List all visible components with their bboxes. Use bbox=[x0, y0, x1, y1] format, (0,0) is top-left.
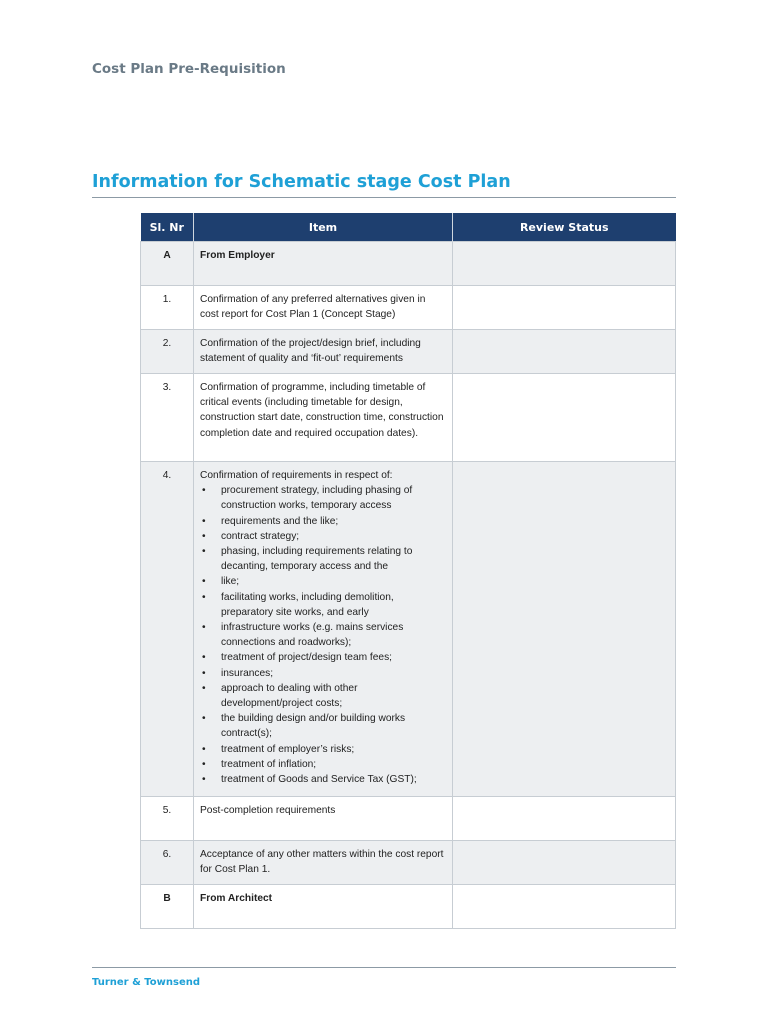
bullet-item: • the building design and/or building works contract(s); bbox=[200, 711, 446, 741]
requirements-table bbox=[140, 213, 676, 929]
requirements-bullet-list bbox=[200, 483, 446, 787]
table-row bbox=[141, 462, 676, 797]
bullet-item: • infrastructure works (e.g. mains services connections and roadworks); bbox=[200, 620, 446, 650]
bullet-item: • treatment of inflation; bbox=[200, 757, 446, 772]
section-title: Information for Schematic stage Cost Plan bbox=[92, 172, 511, 192]
table-row bbox=[141, 330, 676, 374]
row-item-text: Confirmation of programme, including timetable of critical events (including timetable for design, construction start date, construction time, construction completion date and required occupation dates). bbox=[194, 374, 453, 462]
section-row-employer bbox=[141, 242, 676, 286]
section-label: From Employer bbox=[194, 242, 453, 286]
row-item-text: Acceptance of any other matters within the cost report for Cost Plan 1. bbox=[194, 841, 453, 885]
column-header-number: Sl. Nr bbox=[141, 213, 194, 242]
review-status-cell bbox=[453, 286, 676, 330]
bullet-item: • treatment of Goods and Service Tax (GST); bbox=[200, 772, 446, 787]
review-status-cell bbox=[453, 797, 676, 841]
bullet-item: • insurances; bbox=[200, 666, 446, 681]
column-header-review-status: Review Status bbox=[453, 213, 676, 242]
row-number: 1. bbox=[141, 286, 194, 330]
row-number: 6. bbox=[141, 841, 194, 885]
column-header-item: Item bbox=[194, 213, 453, 242]
bullet-item: • treatment of employer’s risks; bbox=[200, 742, 446, 757]
footer-divider bbox=[92, 967, 676, 968]
row-number: 3. bbox=[141, 374, 194, 462]
review-status-cell bbox=[453, 841, 676, 885]
section-divider bbox=[92, 197, 676, 198]
footer-company-name: Turner & Townsend bbox=[92, 977, 201, 988]
bullet-item: • requirements and the like; bbox=[200, 514, 446, 529]
review-status-cell bbox=[453, 462, 676, 797]
bullet-item: • treatment of project/design team fees; bbox=[200, 650, 446, 665]
table-header-row bbox=[141, 213, 676, 242]
table-row bbox=[141, 797, 676, 841]
section-label: From Architect bbox=[194, 885, 453, 929]
bullet-item: • phasing, including requirements relating to decanting, temporary access and the bbox=[200, 544, 446, 574]
row-item-text: Confirmation of the project/design brief, including statement of quality and ‘fit-out’ requirements bbox=[194, 330, 453, 374]
review-status-cell bbox=[453, 374, 676, 462]
bullet-item: • procurement strategy, including phasing of construction works, temporary access bbox=[200, 483, 446, 513]
row-number: 2. bbox=[141, 330, 194, 374]
section-row-architect bbox=[141, 885, 676, 929]
row-number: A bbox=[141, 242, 194, 286]
review-status-cell bbox=[453, 242, 676, 286]
row-item-text: Confirmation of any preferred alternatives given in cost report for Cost Plan 1 (Concept Stage) bbox=[194, 286, 453, 330]
row-number: B bbox=[141, 885, 194, 929]
row-number: 4. bbox=[141, 462, 194, 797]
review-status-cell bbox=[453, 885, 676, 929]
row-number: 5. bbox=[141, 797, 194, 841]
table-row bbox=[141, 374, 676, 462]
bullet-item: • approach to dealing with other development/project costs; bbox=[200, 681, 446, 711]
requirements-intro: Confirmation of requirements in respect of: bbox=[200, 470, 393, 481]
bullet-item: • facilitating works, including demolition, preparatory site works, and early bbox=[200, 590, 446, 620]
bullet-item: • like; bbox=[200, 574, 446, 589]
review-status-cell bbox=[453, 330, 676, 374]
table-row bbox=[141, 286, 676, 330]
row-item-text: Post-completion requirements bbox=[194, 797, 453, 841]
table-row bbox=[141, 841, 676, 885]
row-item-text bbox=[194, 462, 453, 797]
document-header-title: Cost Plan Pre-Requisition bbox=[92, 61, 286, 77]
bullet-item: • contract strategy; bbox=[200, 529, 446, 544]
